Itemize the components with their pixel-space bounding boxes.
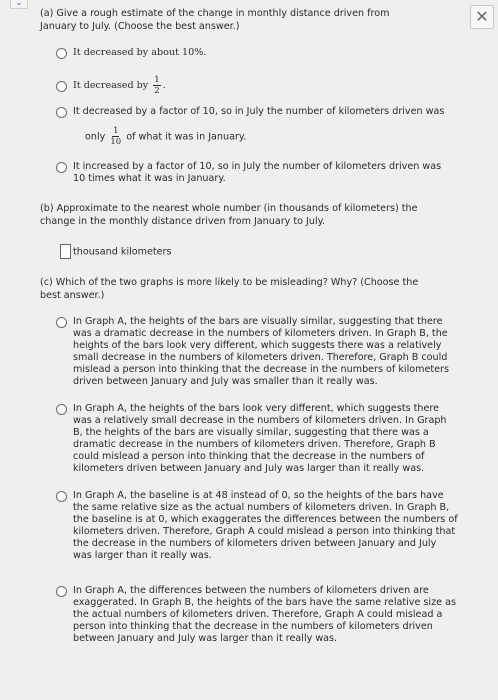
fraction-one-tenth [110, 126, 121, 147]
radio-button[interactable] [56, 48, 67, 59]
radio-button[interactable] [56, 317, 67, 328]
part-a-option-1[interactable] [56, 47, 206, 59]
answer-input[interactable] [60, 244, 71, 259]
part-c-option-3[interactable] [56, 490, 458, 562]
radio-button[interactable] [56, 162, 67, 173]
unit-label: thousand kilometers [73, 246, 172, 258]
option-text: It decreased by about 10%. [73, 47, 207, 58]
option-pre: only [85, 131, 106, 143]
radio-button[interactable] [56, 81, 67, 92]
part-a-question: (a) Give a rough estimate of the change in monthly distance driven from January to July. (Choose the best answer.) [40, 8, 390, 32]
option-post: of what it was in January. [126, 131, 247, 143]
part-a-option-3[interactable] [56, 106, 444, 147]
option-prefix: It decreased by [73, 80, 149, 91]
part-c-option-4[interactable] [56, 585, 458, 645]
part-a-option-2[interactable] [56, 75, 166, 97]
option-text: It increased by a factor of 10, so in July the number of kilometers driven was 10 times what it was in January. [73, 161, 442, 184]
chevron-down-icon[interactable]: ⌄ [10, 0, 28, 9]
option-text: In Graph A, the baseline is at 48 instead of 0, so the heights of the bars have the same relative size as the actual numbers of kilometers driven. In Graph B, the baseline is at 0, which exaggerates the differences between the numbers of kilometers driven. Therefore, Graph A could mislead a person into thinking that the decrease in the numbers of kilometers driven between January and July was larger than it really was. [73, 490, 458, 561]
option-suffix: . [162, 80, 166, 91]
close-icon: ✕ [475, 7, 489, 26]
part-c-question: (c) Which of the two graphs is more likely to be misleading? Why? (Choose the best answer.) [40, 277, 419, 301]
radio-button[interactable] [56, 107, 67, 118]
option-text [73, 106, 444, 147]
option-text: In Graph A, the differences between the numbers of kilometers driven are exaggerated. In Graph B, the heights of the bars have the same relative size as the actual numbers of kilometers driven. Therefore, Graph A could mislead a person into thinking that the decrease in the numbers of kilometers driven between January and July was larger than it really was. [73, 585, 456, 644]
option-text: In Graph A, the heights of the bars look very different, which suggests there was a relatively small decrease in the numbers of kilometers driven. In Graph B, the heights of the bars are visually similar, suggesting that there was a dramatic decrease in the numbers of kilometers driven. Therefore, Graph B could mislead a person into thinking that the decrease in the numbers of kilometers driven between January and July was larger than it really was. [73, 403, 447, 474]
part-b-question: (b) Approximate to the nearest whole number (in thousands of kilometers) the change in the monthly distance driven from January to July. [40, 203, 418, 227]
fraction-denominator: 2 [154, 86, 160, 96]
fraction-numerator: 1 [154, 75, 160, 85]
radio-button[interactable] [56, 491, 67, 502]
fraction-numerator: 1 [113, 126, 119, 136]
fraction-denominator: 10 [110, 137, 122, 147]
fraction-one-half [153, 75, 160, 96]
part-b-answer-row [60, 244, 172, 260]
option-line-1: It decreased by a factor of 10, so in July the number of kilometers driven was [73, 106, 445, 117]
part-c-option-1[interactable] [56, 316, 458, 388]
part-a-option-4[interactable] [56, 161, 453, 185]
option-text [73, 75, 166, 97]
radio-button[interactable] [56, 586, 67, 597]
option-text: In Graph A, the heights of the bars are visually similar, suggesting that there was a dramatic decrease in the numbers of kilometers driven. In Graph B, the heights of the bars look very different, which suggests there was a relatively small decrease in the numbers of kilometers driven. Therefore, Graph B could mislead a person into thinking that the decrease in the numbers of kilometers driven between January and July was smaller than it really was. [73, 316, 449, 387]
close-button[interactable] [470, 5, 494, 29]
part-c-option-2[interactable] [56, 403, 458, 475]
radio-button[interactable] [56, 404, 67, 415]
